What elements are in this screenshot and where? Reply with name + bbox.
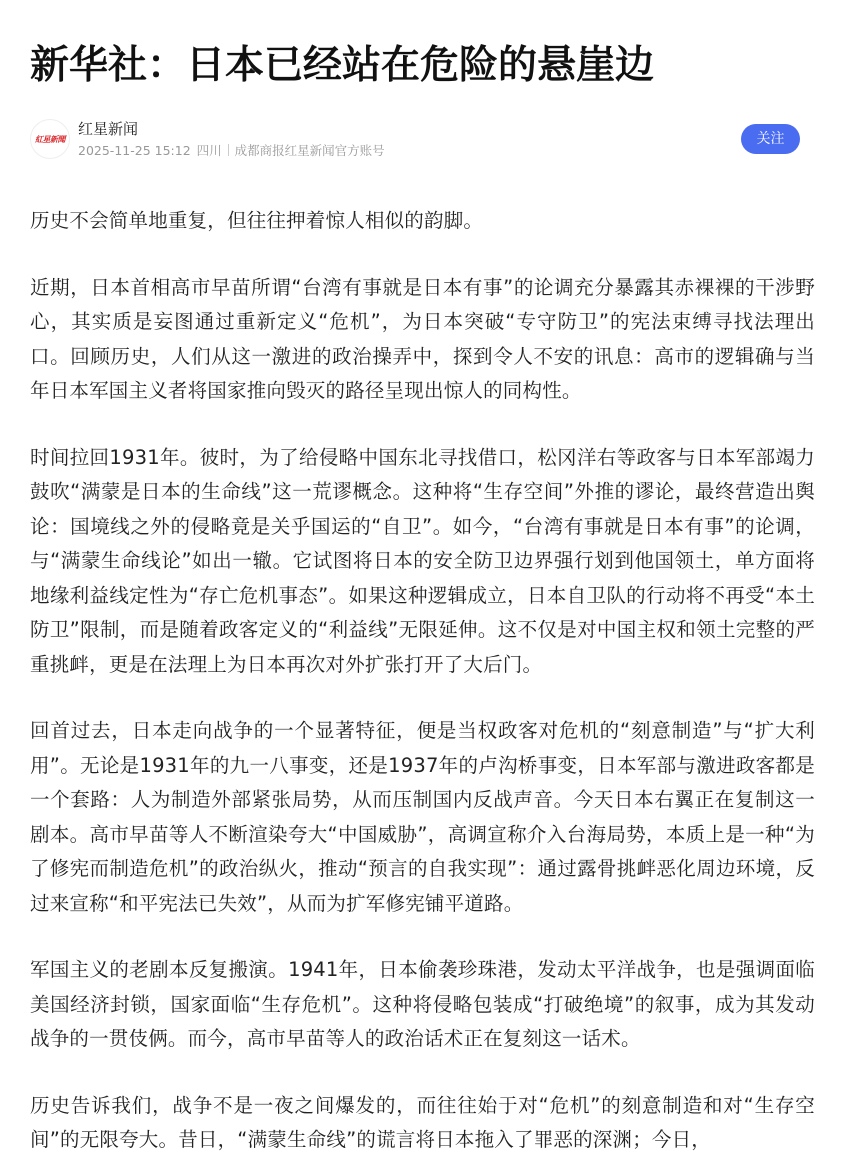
paragraph-3: 时间拉回1931年。彼时，为了给侵略中国东北寻找借口，松冈洋右等政客与日本军部竭力鼓吹“满蒙是日本的生命线”这一荒谬概念。这种将“生存空间”外推的谬论，最终营造出舆论：国境线之外的侵略竟是关乎国运的“自卫”。如今，“台湾有事就是日本有事”的论调，与“满蒙生命线论”如出一辙。它试图将日本的安全防卫边界强行划到他国领土，单方面将地缘利益线定性为“存亡危机事态”。如果这种逻辑成立，日本自卫队的行动将不再受“本土防卫”限制，而是随着政客定义的“利益线”无限延伸。这不仅是对中国主权和领土完整的严重挑衅，更是在法理上为日本再次对外扩张打开了大后门。 xyxy=(30,445,815,676)
article-title: 新华社：日本已经站在危险的悬崖边 xyxy=(30,43,655,88)
account-description: 成都商报红星新闻官方账号 xyxy=(234,142,385,158)
meta-divider xyxy=(228,144,229,156)
publish-date: 2025-11-25 15:12 xyxy=(78,142,191,158)
paragraph-4: 回首过去，日本走向战争的一个显著特征，便是当权政客对危机的“刻意制造”与“扩大利用”。无论是1931年的九一八事变，还是1937年的卢沟桥事变，日本军部与激进政客都是一个套路：人为制造外部紧张局势，从而压制国内反战声音。今天日本右翼正在复制这一剧本。高市早苗等人不断渲染夸大“中国威胁”，高调宣称介入台海局势，本质上是一种“为了修宪而制造危机”的政治纵火，推动“预言的自我实现”：通过露骨挑衅恶化周边环境，反过来宣称“和平宪法已失效”，从而为扩军修宪铺平道路。 xyxy=(30,719,815,915)
publish-location: 四川 xyxy=(196,142,222,158)
author-info xyxy=(78,119,385,160)
article-meta xyxy=(78,142,385,160)
article-body xyxy=(30,204,815,1158)
red-star-news-logo: 紅星新聞 xyxy=(35,133,65,144)
paragraph-2: 近期，日本首相高市早苗所谓“台湾有事就是日本有事”的论调充分暴露其赤裸裸的干涉野心，其实质是妄图通过重新定义“危机”，为日本突破“专守防卫”的宪法束缚寻找法理出口。回顾历史，人们从这一激进的政治操弄中，探到令人不安的讯息：高市的逻辑确与当年日本军国主义者将国家推向毁灭的路径呈现出惊人的同构性。 xyxy=(30,275,815,402)
follow-button[interactable]: 关注 xyxy=(741,124,800,154)
paragraph-5: 军国主义的老剧本反复搬演。1941年，日本偷袭珍珠港，发动太平洋战争，也是强调面临美国经济封锁，国家面临“生存危机”。这种将侵略包装成“打破绝境”的叙事，成为其发动战争的一贯伎俩。而今，高市早苗等人的政治话术正在复刻这一话术。 xyxy=(30,958,815,1050)
author-bar xyxy=(30,116,815,162)
paragraph-6: 历史告诉我们，战争不是一夜之间爆发的，而往往始于对“危机”的刻意制造和对“生存空间”的无限夸大。昔日，“满蒙生命线”的谎言将日本拖入了罪恶的深渊；今日， xyxy=(30,1093,815,1151)
author-name[interactable]: 红星新闻 xyxy=(78,119,139,138)
paragraph-1: 历史不会简单地重复，但往往押着惊人相似的韵脚。 xyxy=(30,209,484,232)
avatar[interactable] xyxy=(30,119,70,159)
